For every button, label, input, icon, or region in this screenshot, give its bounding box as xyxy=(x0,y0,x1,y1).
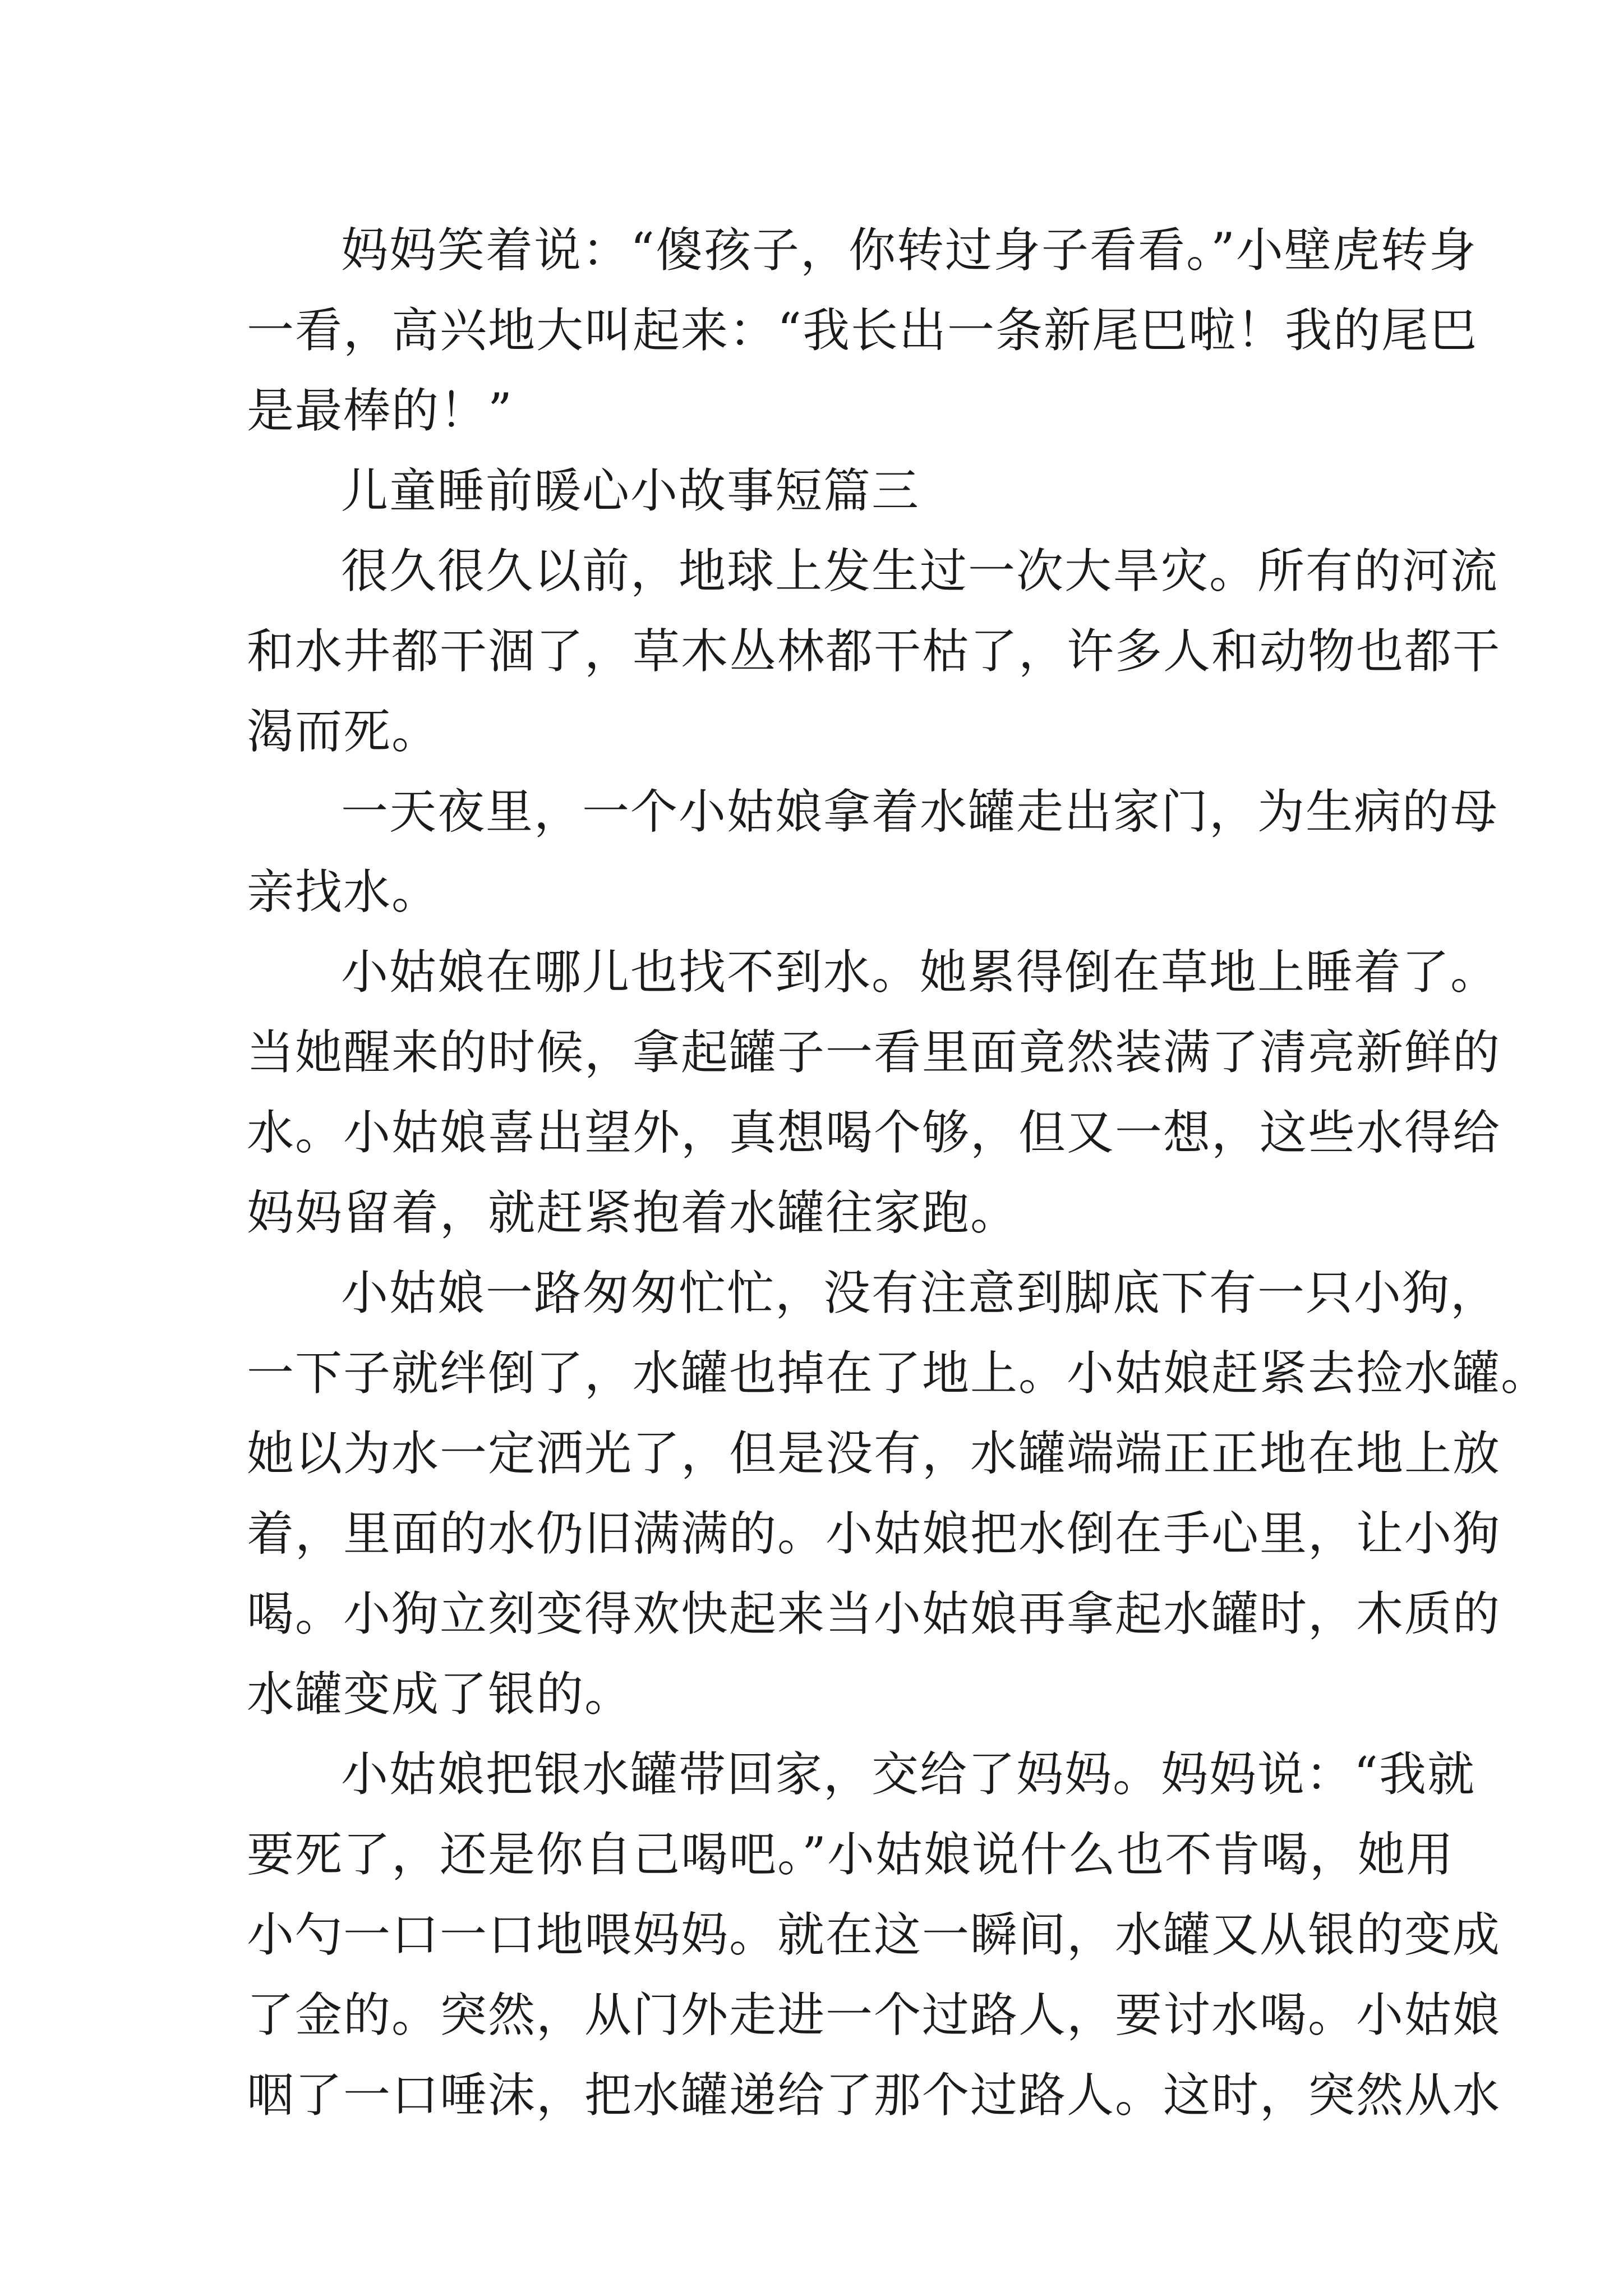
text-line: 小姑娘一路匆匆忙忙，没有注意到脚底下有一只小狗， xyxy=(341,1266,1499,1320)
text-line: 小姑娘把银水罐带回家，交给了妈妈。妈妈说：“我就 xyxy=(341,1747,1476,1802)
text-line: 很久很久以前，地球上发生过一次大旱灾。所有的河流 xyxy=(341,544,1499,599)
text-line: 小勺一口一口地喂妈妈。就在这一瞬间，水罐又从银的变成 xyxy=(247,1907,1501,1962)
text-line: 妈妈留着，就赶紧抱着水罐往家跑。 xyxy=(247,1185,1019,1240)
text-line: 要死了，还是你自己喝吧。”小姑娘说什么也不肯喝，她用 xyxy=(247,1827,1454,1882)
text-line: 水罐变成了银的。 xyxy=(247,1667,633,1722)
text-line: 小姑娘在哪儿也找不到水。她累得倒在草地上睡着了。 xyxy=(341,945,1499,1000)
text-line: 了金的。突然，从门外走进一个过路人，要讨水喝。小姑娘 xyxy=(247,1987,1501,2042)
text-line: 着，里面的水仍旧满满的。小姑娘把水倒在手心里，让小狗 xyxy=(247,1506,1501,1561)
text-line: 喝。小狗立刻变得欢快起来当小姑娘再拿起水罐时，木质的 xyxy=(247,1586,1501,1641)
text-line: 水。小姑娘喜出望外，真想喝个够，但又一想，这些水得给 xyxy=(247,1105,1501,1160)
document-body xyxy=(247,210,1550,2136)
text-line: 渴而死。 xyxy=(247,704,440,759)
text-line: 亲找水。 xyxy=(247,864,440,919)
text-line: 是最棒的！” xyxy=(247,383,513,438)
text-line: 咽了一口唾沫，把水罐递给了那个过路人。这时，突然从水 xyxy=(247,2068,1501,2123)
text-line: 儿童睡前暖心小故事短篇三 xyxy=(341,463,920,518)
text-line: 她以为水一定洒光了，但是没有，水罐端端正正地在地上放 xyxy=(247,1426,1501,1481)
text-line: 一天夜里，一个小姑娘拿着水罐走出家门，为生病的母 xyxy=(341,784,1499,839)
text-line: 一看，高兴地大叫起来：“我长出一条新尾巴啦！我的尾巴 xyxy=(247,303,1478,358)
text-line: 妈妈笑着说：“傻孩子，你转过身子看看。”小壁虎转身 xyxy=(341,223,1477,278)
text-line: 当她醒来的时候，拿起罐子一看里面竟然装满了清亮新鲜的 xyxy=(247,1025,1501,1080)
text-line: 和水井都干涸了，草木丛林都干枯了，许多人和动物也都干 xyxy=(247,624,1501,679)
text-line: 一下子就绊倒了，水罐也掉在了地上。小姑娘赶紧去捡水罐。 xyxy=(247,1346,1550,1401)
